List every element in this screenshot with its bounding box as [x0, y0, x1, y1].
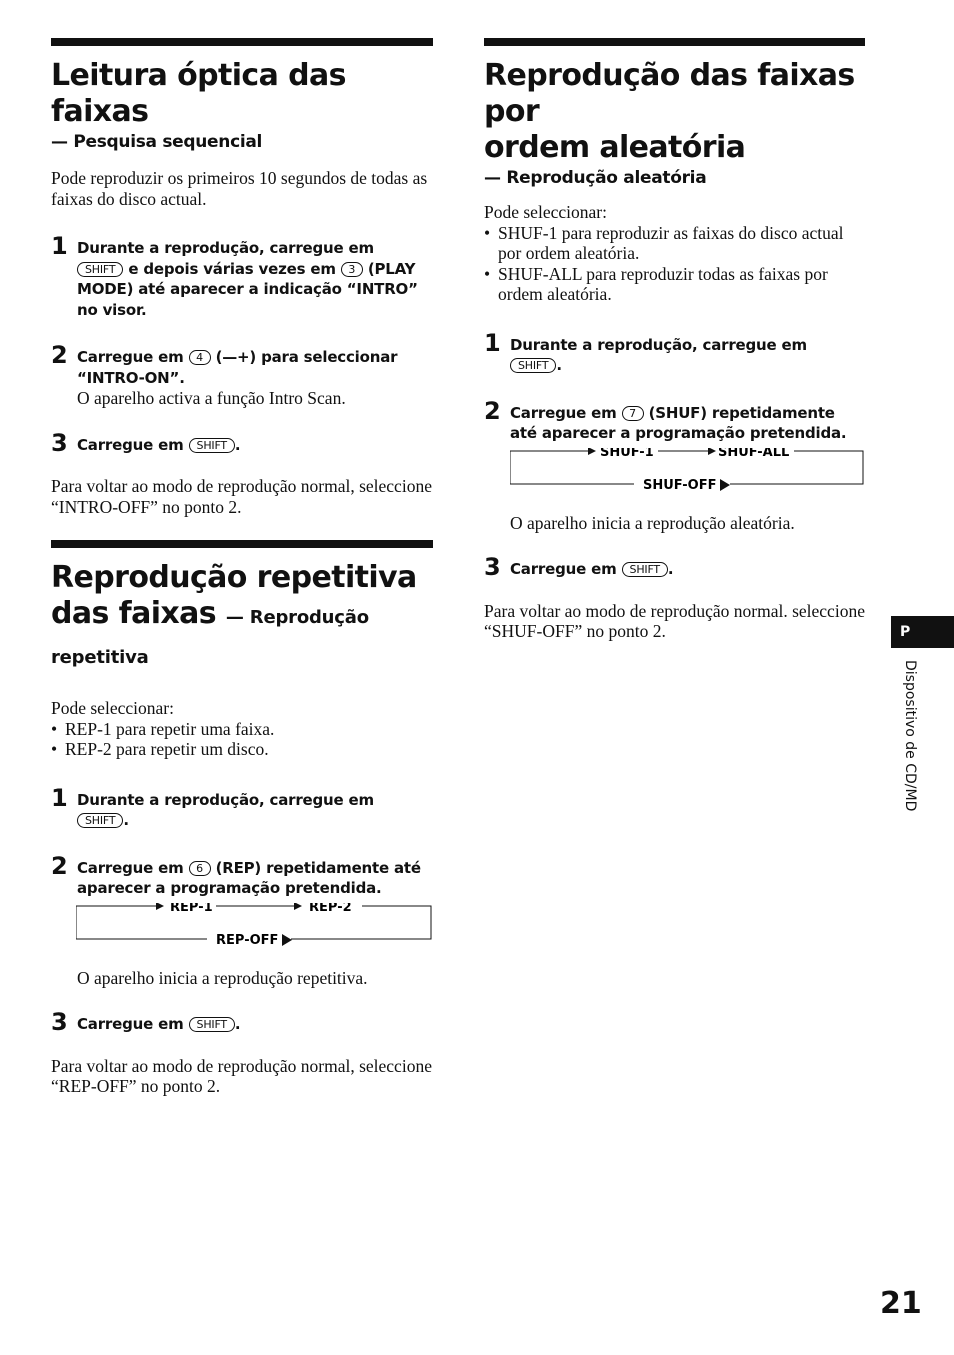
- step-number: 2: [484, 396, 501, 425]
- shift-key: SHIFT: [189, 438, 235, 453]
- step-text: Carregue em: [77, 1015, 184, 1033]
- section-intro-scan: [51, 38, 433, 517]
- key-6: 6: [189, 861, 211, 876]
- step-text: Carregue em: [77, 858, 184, 877]
- arrow-right-icon: [588, 448, 596, 455]
- step-text: Carregue em: [510, 403, 617, 422]
- step-number: 1: [484, 328, 501, 357]
- section-title: [51, 560, 433, 676]
- diagram-label: SHUF-ALL: [718, 447, 790, 460]
- step-number: 3: [51, 1008, 68, 1036]
- key-7: 7: [622, 406, 644, 421]
- list-item: • REP-2 para repetir um disco.: [51, 739, 433, 760]
- arrow-right-icon: [708, 448, 716, 455]
- step-number: 2: [51, 851, 68, 880]
- section-footer: Para voltar ao modo de reprodução normal, seleccione “INTRO-OFF” no ponto 2.: [51, 476, 432, 517]
- section-subtitle: — Pesquisa sequencial: [51, 132, 263, 152]
- section-intro: Pode seleccionar:: [484, 202, 607, 222]
- step-3: [51, 1008, 433, 1036]
- section-rule: [51, 38, 433, 46]
- diagram-label: SHUF-1: [600, 447, 654, 460]
- page-number: 21: [880, 1286, 922, 1321]
- section-repeat: [51, 540, 433, 1097]
- step-number: 3: [51, 428, 68, 457]
- shift-key: SHIFT: [622, 562, 668, 577]
- step-2: [51, 341, 433, 409]
- section-title: Leitura óptica das faixas: [51, 58, 346, 129]
- step-1: [51, 232, 433, 320]
- step-note: O aparelho activa a função Intro Scan.: [77, 388, 346, 408]
- diagram-label: REP-2: [309, 902, 352, 915]
- step-text: .: [123, 811, 129, 829]
- step-text: (PLAY MODE) até aparecer a indicação “INTRO” no visor.: [77, 259, 418, 319]
- repeat-cycle-diagram: [76, 903, 436, 951]
- section-title-line: ordem aleatória: [484, 130, 746, 165]
- arrow-right-icon: [156, 903, 164, 910]
- step-text: Carregue em: [77, 348, 184, 366]
- key-4: 4: [189, 350, 211, 365]
- section-title-text: Reprodução repetitiva das faixas: [51, 560, 417, 631]
- chapter-label: Dispositivo de CD/MD: [902, 660, 918, 812]
- list-item: • REP-1 para repetir uma faixa.: [51, 719, 433, 740]
- step-text: (REP) repetidamente até aparecer a programação pretendida.: [77, 858, 421, 897]
- shift-key: SHIFT: [77, 813, 123, 828]
- section-footer: Para voltar ao modo de reprodução normal, seleccione “REP-OFF” no ponto 2.: [51, 1055, 432, 1096]
- arrow-right-icon: —+: [222, 348, 250, 366]
- step-note: O aparelho inicia a reprodução repetitiva.: [77, 967, 368, 988]
- step-3: [51, 428, 433, 457]
- step-text: .: [234, 1015, 241, 1033]
- section-subtitle: — Reprodução repetitiva: [51, 607, 369, 668]
- list-item: • SHUF-ALL para reproduzir todas as faixas por ordem aleatória.: [484, 264, 865, 305]
- shift-key: SHIFT: [510, 358, 556, 373]
- option-list: [51, 719, 433, 760]
- step-text: Carregue em: [510, 560, 617, 578]
- step-1: [51, 783, 433, 831]
- section-title-line: Reprodução das faixas por: [484, 58, 855, 129]
- step-text: Durante a reprodução, carregue em: [77, 239, 374, 257]
- shift-key: SHIFT: [189, 1017, 235, 1032]
- section-intro: Pode seleccionar:: [51, 698, 174, 718]
- step-1: [484, 328, 865, 376]
- diagram-label: SHUF-OFF: [643, 477, 717, 493]
- step-text: .: [556, 356, 562, 374]
- step-3: [484, 553, 865, 581]
- arrow-right-icon: [294, 903, 302, 910]
- step-text: Carregue em: [77, 435, 184, 454]
- section-subtitle: — Reprodução aleatória: [484, 168, 707, 188]
- diagram-label: REP-1: [170, 902, 213, 915]
- language-tab: P: [891, 616, 954, 648]
- step-text: Durante a reprodução, carregue em: [77, 790, 374, 809]
- shuffle-cycle-diagram: [510, 448, 870, 496]
- section-shuffle: [484, 38, 865, 642]
- step-text: e depois várias vezes em: [128, 259, 336, 278]
- step-text: .: [667, 560, 674, 578]
- step-number: 1: [51, 232, 68, 260]
- step-2: [51, 851, 433, 899]
- step-text: .: [234, 435, 241, 454]
- step-2: [484, 396, 865, 444]
- section-rule: [51, 540, 433, 548]
- section-footer: Para voltar ao modo de reprodução normal. seleccione “SHUF-OFF” no ponto 2.: [484, 600, 865, 641]
- step-text: Durante a reprodução, carregue em: [510, 335, 807, 354]
- step-text: ) para seleccionar “INTRO-ON”.: [77, 348, 398, 387]
- step-text: (SHUF) repetidamente até aparecer a programação pretendida.: [510, 403, 847, 442]
- shift-key: SHIFT: [77, 262, 123, 277]
- section-rule: [484, 38, 865, 46]
- step-text: (: [215, 348, 223, 366]
- step-number: 2: [51, 341, 68, 369]
- diagram-label: REP-OFF: [216, 932, 279, 948]
- step-number: 3: [484, 553, 501, 581]
- list-item: • SHUF-1 para reproduzir as faixas do disco actual por ordem aleatória.: [484, 223, 865, 264]
- section-title: [484, 58, 865, 166]
- step-number: 1: [51, 783, 68, 812]
- option-list: [484, 223, 865, 305]
- step-note: O aparelho inicia a reprodução aleatória.: [510, 512, 795, 533]
- section-intro: Pode reproduzir os primeiros 10 segundos de todas as faixas do disco actual.: [51, 168, 428, 209]
- key-3: 3: [341, 262, 363, 277]
